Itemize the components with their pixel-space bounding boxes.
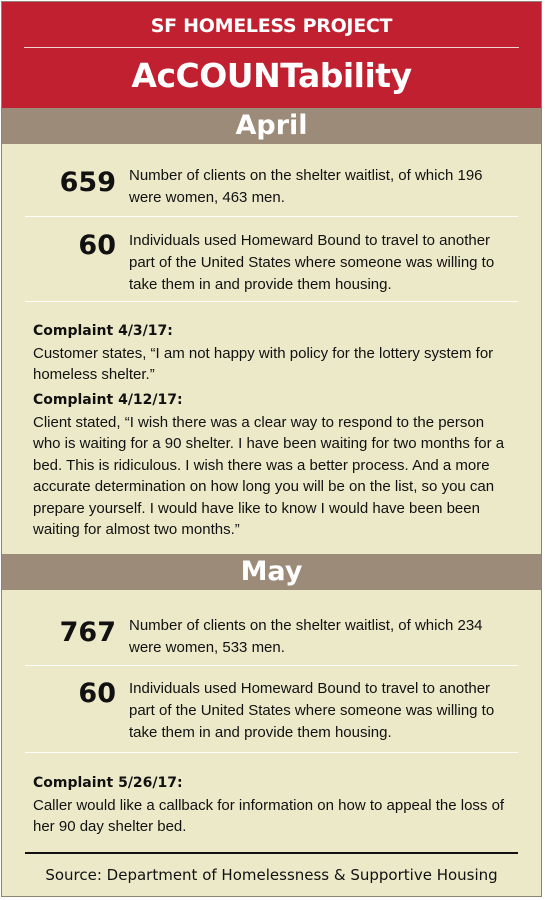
stat-description: Number of clients on the shelter waitlist, of which 196 were women, 463 men. <box>129 167 483 206</box>
complaint-label: Complaint 4/3/17: <box>33 323 173 339</box>
stat-description: Number of clients on the shelter waitlist, of which 234 were women, 533 men. <box>129 617 483 656</box>
divider <box>25 216 518 217</box>
complaint-text: Client stated, “I wish there was a clear way to respond to the person who is waiting for a 90 shelter. I have been waiting for two months for a bed. This is ridiculous. I wish there was a better process. And a more accurate determination on how long you will be on the list, so you can prepare yourself. I would have like to know I would have been been waiting for almost two months.” <box>33 413 505 538</box>
stat-number: 60 <box>78 230 116 261</box>
stat-number: 659 <box>59 167 116 198</box>
complaint-label: Complaint 5/26/17: <box>33 775 183 791</box>
complaint-april-1 <box>33 321 515 386</box>
accountability-card <box>1 1 542 897</box>
divider <box>25 665 518 666</box>
divider <box>25 301 518 302</box>
source-line: Source: Department of Homelessness & Supportive Housing <box>45 866 498 884</box>
main-title: AcCOUNTability <box>131 56 412 95</box>
header-banner <box>2 2 541 114</box>
month-band-may: May <box>2 554 541 590</box>
month-band-april: April <box>2 108 541 144</box>
stat-description: Individuals used Homeward Bound to travel to another part of the United States where someone was willing to take them in and provide them housing. <box>129 680 495 741</box>
complaint-text: Caller would like a callback for information on how to appeal the loss of her 90 day shelter bed. <box>33 796 505 835</box>
header-divider <box>24 47 519 48</box>
stat-number: 60 <box>78 678 116 709</box>
complaint-text: Customer states, “I am not happy with policy for the lottery system for homeless shelter.” <box>33 344 494 383</box>
complaint-label: Complaint 4/12/17: <box>33 392 183 408</box>
complaint-april-2 <box>33 390 515 541</box>
kicker-title: SF HOMELESS PROJECT <box>150 15 393 37</box>
complaint-may-1 <box>33 773 515 838</box>
divider <box>25 752 518 753</box>
source-divider <box>25 852 518 854</box>
stat-number: 767 <box>59 617 116 648</box>
stat-description: Individuals used Homeward Bound to travel to another part of the United States where someone was willing to take them in and provide them housing. <box>129 232 495 293</box>
